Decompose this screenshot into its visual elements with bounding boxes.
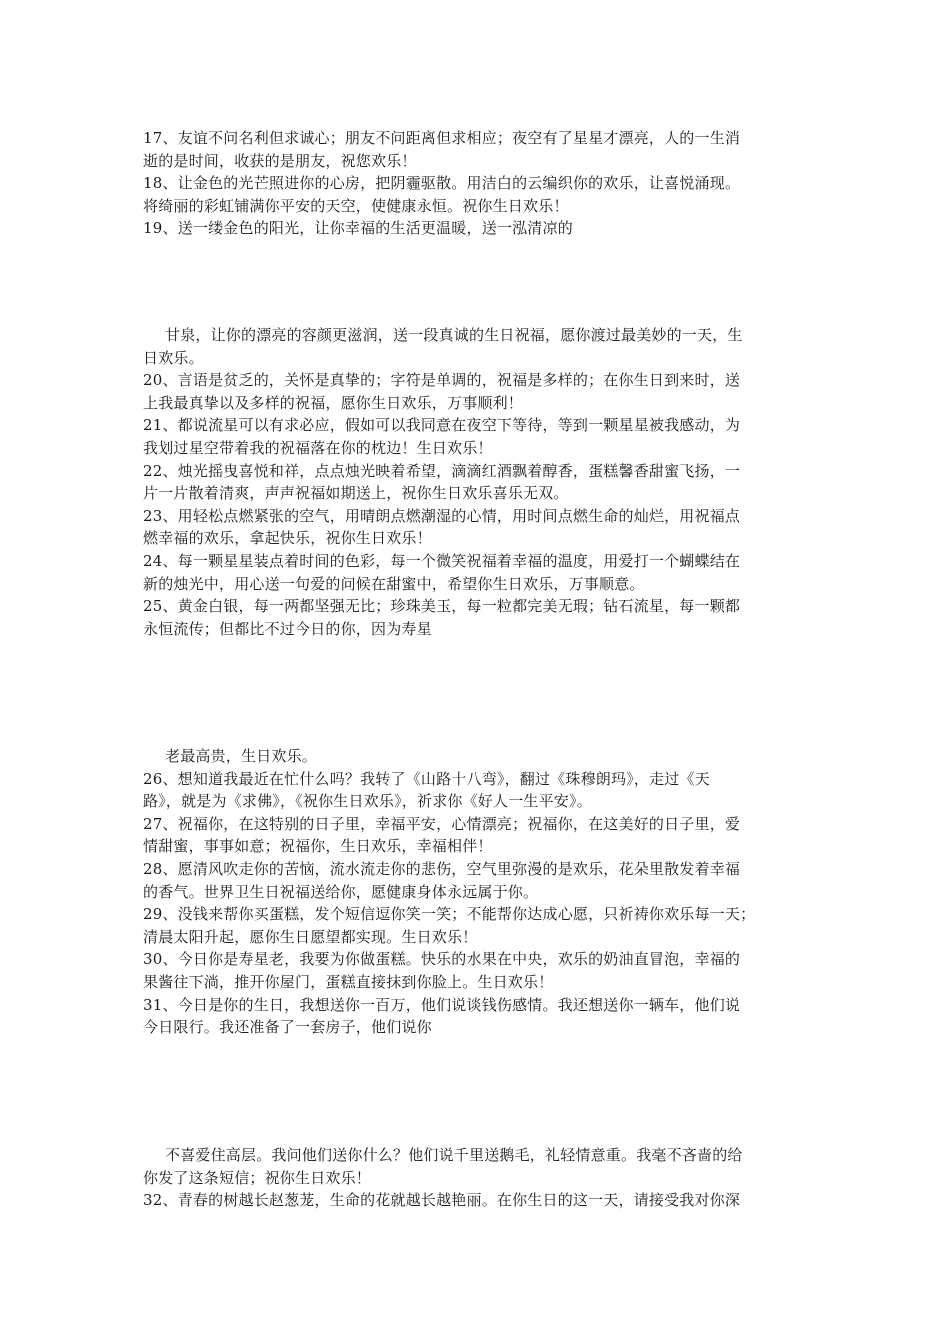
text-line: 永恒流传；但都比不过今日的你，因为寿星 xyxy=(143,619,432,638)
text-line: 路》，就是为《求佛》，《祝你生日欢乐》，祈求你《好人一生平安》。 xyxy=(143,792,592,811)
text-line: 19、送一缕金色的阳光，让你幸福的生活更温暖，送一泓清凉的 xyxy=(143,219,573,238)
text-line: 今日限行。我还准备了一套房子，他们说你 xyxy=(143,1018,432,1037)
text-block-3 xyxy=(143,745,813,1039)
text-line: 30、今日你是寿星老，我要为你做蛋糕。快乐的水果在中央，欢乐的奶油直冒泡，幸福的 xyxy=(143,950,741,969)
text-line: 17、友谊不问名利但求诚心；朋友不问距离但求相应；夜空有了星星才漂亮，人的一生消 xyxy=(143,129,741,147)
text-line: 23、用轻松点燃紧张的空气，用晴朗点燃潮湿的心情，用时间点燃生命的灿烂，用祝福点 xyxy=(143,506,741,525)
text-line: 26、想知道我最近在忙什么吗？我转了《山路十八弯》，翻过《珠穆朗玛》，走过《天 xyxy=(143,769,710,788)
text-line: 果酱往下淌，推开你屋门，蛋糕直接抹到你脸上。生日欢乐！ xyxy=(143,972,554,991)
text-line: 21、都说流星可以有求必应，假如可以我同意在夜空下等待，等到一颗星星被我感动，为 xyxy=(143,416,741,435)
text-line: 29、没钱来帮你买蛋糕，发个短信逗你笑一笑；不能帮你达成心愿，只祈祷你欢乐每一天； xyxy=(143,905,756,924)
text-line: 32、青春的树越长赵葱茏，生命的花就越长越艳丽。在你生日的这一天，请接受我对你深 xyxy=(143,1191,741,1210)
text-line: 我划过星空带着我的祝福落在你的枕边！生日欢乐！ xyxy=(143,438,493,457)
text-block-4 xyxy=(143,1144,813,1212)
text-line: 20、言语是贫乏的，关怀是真挚的；字符是单调的，祝福是多样的；在你生日到来时，送 xyxy=(143,371,741,390)
text-line: 28、愿清风吹走你的苦恼，流水流走你的悲伤，空气里弥漫的是欢乐，花朵里散发着幸福 xyxy=(143,859,741,878)
text-block-1 xyxy=(143,127,813,240)
text-line: 片一片散着清爽，声声祝福如期送上，祝你生日欢乐喜乐无双。 xyxy=(143,484,569,503)
text-line: 上我最真挚以及多样的祝福，愿你生日欢乐，万事顺利！ xyxy=(143,393,524,412)
text-line: 甘泉，让你的漂亮的容颜更滋润，送一段真诚的生日祝福，愿你渡过最美妙的一天，生 xyxy=(165,326,743,344)
text-line: 清晨太阳升起，愿你生日愿望都实现。生日欢乐！ xyxy=(143,927,478,946)
text-block-2 xyxy=(143,324,813,640)
text-line: 24、每一颗星星装点着时间的色彩，每一个微笑祝福着幸福的温度，用爱打一个蝴蝶结在 xyxy=(143,551,741,570)
text-line: 的香气。世界卫生日祝福送给你，愿健康身体永远属于你。 xyxy=(143,882,539,901)
text-line: 新的烛光中，用心送一句爱的问候在甜蜜中，希望你生日欢乐，万事顺意。 xyxy=(143,574,645,593)
text-line: 逝的是时间，收获的是朋友，祝您欢乐！ xyxy=(143,151,417,170)
text-line: 27、祝福你，在这特别的日子里，幸福平安，心情漂亮；祝福你，在这美好的日子里，爱 xyxy=(143,814,741,833)
text-line: 燃幸福的欢乐，拿起快乐，祝你生日欢乐！ xyxy=(143,529,432,548)
text-line: 情甜蜜，事事如意；祝福你，生日欢乐，幸福相伴！ xyxy=(143,837,493,856)
text-line: 18、让金色的光芒照进你的心房，把阴霾驱散。用洁白的云编织你的欢乐，让喜悦涌现。 xyxy=(143,174,741,193)
text-line: 你发了这条短信；祝你生日欢乐！ xyxy=(143,1168,372,1187)
text-line: 老最高贵，生日欢乐。 xyxy=(165,747,318,765)
text-line: 22、烛光摇曳喜悦和祥，点点烛光映着希望，滴滴红酒飘着醇香，蛋糕馨香甜蜜飞扬，一 xyxy=(143,461,741,480)
text-line: 日欢乐。 xyxy=(143,348,204,367)
text-line: 31、今日是你的生日，我想送你一百万，他们说谈钱伤感情。我还想送你一辆车，他们说 xyxy=(143,995,741,1014)
text-line: 不喜爱住高层。我问他们送你什么？他们说千里送鹅毛，礼轻情意重。我毫不吝啬的给 xyxy=(165,1146,743,1164)
text-line: 将绮丽的彩虹铺满你平安的天空，使健康永恒。祝你生日欢乐！ xyxy=(143,196,569,215)
text-line: 25、黄金白银，每一两都坚强无比；珍珠美玉，每一粒都完美无瑕；钻石流星，每一颗都 xyxy=(143,597,741,616)
